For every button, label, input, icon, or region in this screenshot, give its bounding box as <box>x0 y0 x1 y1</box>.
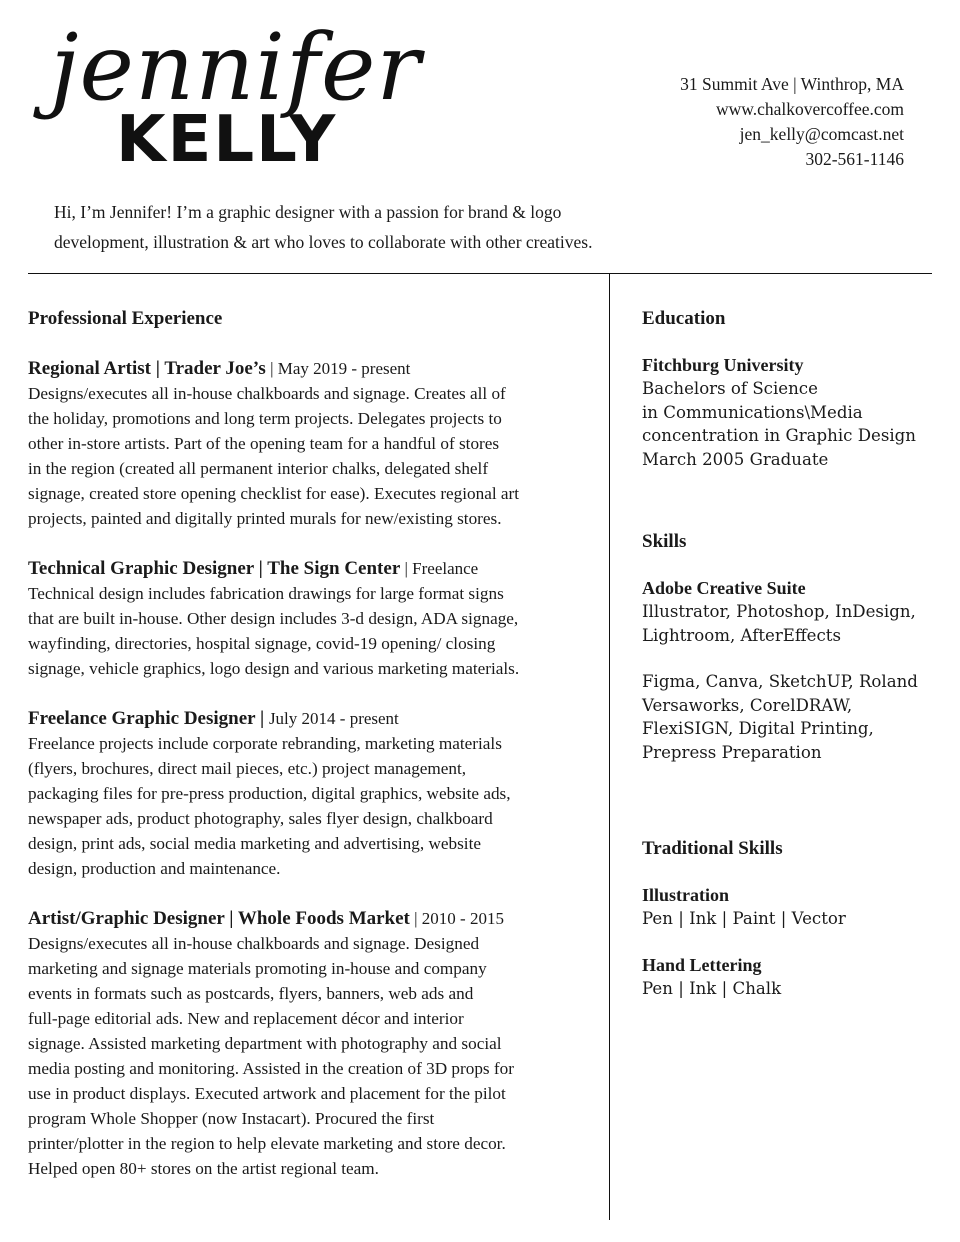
job-description <box>28 381 596 531</box>
job-heading <box>28 906 596 931</box>
job-role: Regional Artist <box>28 358 151 379</box>
education-line: Bachelors of Science <box>642 379 818 398</box>
job-description-line: printer/plotter in the region to help elevate marketing and store decor. <box>28 1134 506 1153</box>
skills-line: Versaworks, CorelDRAW, <box>642 695 853 715</box>
job-separator: | <box>255 708 269 729</box>
skills-title: Skills <box>642 531 687 552</box>
job-description-line: in the region (created all permanent interior chalks, delegated shelf <box>28 459 489 478</box>
job-description <box>28 581 596 681</box>
skills-suite-title: Adobe Creative Suite <box>642 578 806 598</box>
job-description-line: Designs/executes all in-house chalkboards and signage. Creates all of <box>28 384 506 403</box>
intro-paragraph <box>54 197 694 257</box>
job-role: Freelance Graphic Designer <box>28 708 256 729</box>
job-separator: | <box>253 558 268 579</box>
job-description-line: signage. Assisted marketing department with photography and social <box>28 1034 502 1053</box>
job-description-line: marketing and signage materials promoting in-house and company <box>28 959 487 978</box>
job-company: Whole Foods Market <box>237 908 410 929</box>
intro-line: Hi, I’m Jennifer! I’m a graphic designer with a passion for brand & logo <box>54 202 562 222</box>
job-company: Trader Joe’s <box>164 358 266 379</box>
job-entry <box>28 906 596 1181</box>
education-title: Education <box>642 308 726 329</box>
job-heading <box>28 706 596 731</box>
job-meta: July 2014 - present <box>268 709 399 728</box>
job-separator: | <box>150 358 165 379</box>
job-description-line: (flyers, brochures, direct mail pieces, etc.) project management, <box>28 759 467 778</box>
jobs-list <box>28 356 596 1181</box>
experience-title: Professional Experience <box>28 308 223 329</box>
contact-website[interactable]: www.chalkovercoffee.com <box>715 99 904 119</box>
job-meta: | May 2019 - present <box>265 359 411 378</box>
job-description-line: wayfinding, directories, hospital signage, covid-19 opening/ closing <box>28 634 496 653</box>
illustration-text: Pen | Ink | Paint | Vector <box>642 909 846 928</box>
contact-email[interactable]: jen_kelly@comcast.net <box>739 124 904 144</box>
job-description-line: projects, painted and digitally printed murals for new/existing stores. <box>28 509 502 528</box>
job-description-line: Technical design includes fabrication drawings for large format signs <box>28 584 504 603</box>
job-description-line: signage, vehicle graphics, logo design and various marketing materials. <box>28 659 520 678</box>
job-description <box>28 731 596 881</box>
job-role: Artist/Graphic Designer <box>28 908 225 929</box>
job-description-line: design, production and maintenance. <box>28 859 281 878</box>
job-company: The Sign Center <box>267 558 401 579</box>
job-description <box>28 931 596 1181</box>
horizontal-divider <box>28 273 932 274</box>
job-description-line: media posting and monitoring. Assisted in the creation of 3D props for <box>28 1059 514 1078</box>
intro-line: development, illustration & art who loves to collaborate with other creatives. <box>54 232 593 252</box>
traditional-title: Traditional Skills <box>642 838 783 859</box>
vertical-divider <box>609 273 610 1220</box>
job-description-line: newspaper ads, product photography, sales flyer design, chalkboard <box>28 809 493 828</box>
job-description-line: design, print ads, social media marketing and advertising, website <box>28 834 481 853</box>
contact-address: 31 Summit Ave | Winthrop, MA <box>680 74 904 94</box>
job-description-line: Freelance projects include corporate rebranding, marketing materials <box>28 734 502 753</box>
job-entry <box>28 706 596 881</box>
job-separator: | <box>224 908 238 929</box>
sidebar <box>642 306 942 1000</box>
education-line: in Communications\Media <box>642 402 863 422</box>
skills-line: Illustrator, Photoshop, InDesign, <box>642 602 916 621</box>
job-description-line: program Whole Shopper (now Instacart). Procured the first <box>28 1109 435 1128</box>
job-meta: | 2010 - 2015 <box>409 909 504 928</box>
last-name-logo: KELLY <box>116 103 338 177</box>
contact-phone: 302-561-1146 <box>805 149 904 169</box>
illustration-title: Illustration <box>642 885 730 905</box>
job-description-line: Helped open 80+ stores on the artist regional team. <box>28 1159 379 1178</box>
job-entry <box>28 356 596 531</box>
job-description-line: the holiday, promotions and long term projects. Delegates projects to <box>28 409 502 428</box>
lettering-title: Hand Lettering <box>642 954 762 975</box>
job-heading <box>28 556 596 581</box>
education-school: Fitchburg University <box>642 355 804 375</box>
experience-section <box>28 306 596 1206</box>
job-description-line: signage, created store opening checklist for ease). Executes regional art <box>28 484 520 503</box>
contact-block <box>680 72 904 172</box>
job-heading <box>28 356 596 381</box>
education-line: March 2005 Graduate <box>642 449 829 469</box>
job-description-line: other in-store artists. Part of the opening team for a handful of stores <box>28 434 500 453</box>
job-entry <box>28 556 596 681</box>
first-name-logo: jennifer <box>50 14 422 121</box>
job-description-line: Designs/executes all in-house chalkboards and signage. Designed <box>28 934 480 953</box>
education-line: concentration in Graphic Design <box>642 426 916 445</box>
skills-line: Figma, Canva, SketchUP, Roland <box>642 672 918 691</box>
job-description-line: events in formats such as postcards, flyers, banners, web ads and <box>28 984 474 1003</box>
job-role: Technical Graphic Designer <box>28 558 254 579</box>
job-description-line: full-page editorial ads. New and replacement décor and interior <box>28 1009 464 1028</box>
job-description-line: packaging files for pre-press production, digital graphics, website ads, <box>28 784 511 803</box>
skills-line: Lightroom, AfterEffects <box>642 625 841 645</box>
skills-line: FlexiSIGN, Digital Printing, <box>642 719 874 738</box>
skills-line: Prepress Preparation <box>642 742 822 762</box>
job-description-line: use in product displays. Executed artwork and placement for the pilot <box>28 1084 506 1103</box>
job-meta: | Freelance <box>400 559 479 578</box>
lettering-text: Pen | Ink | Chalk <box>642 978 782 998</box>
job-description-line: that are built in-house. Other design includes 3-d design, ADA signage, <box>28 609 519 628</box>
